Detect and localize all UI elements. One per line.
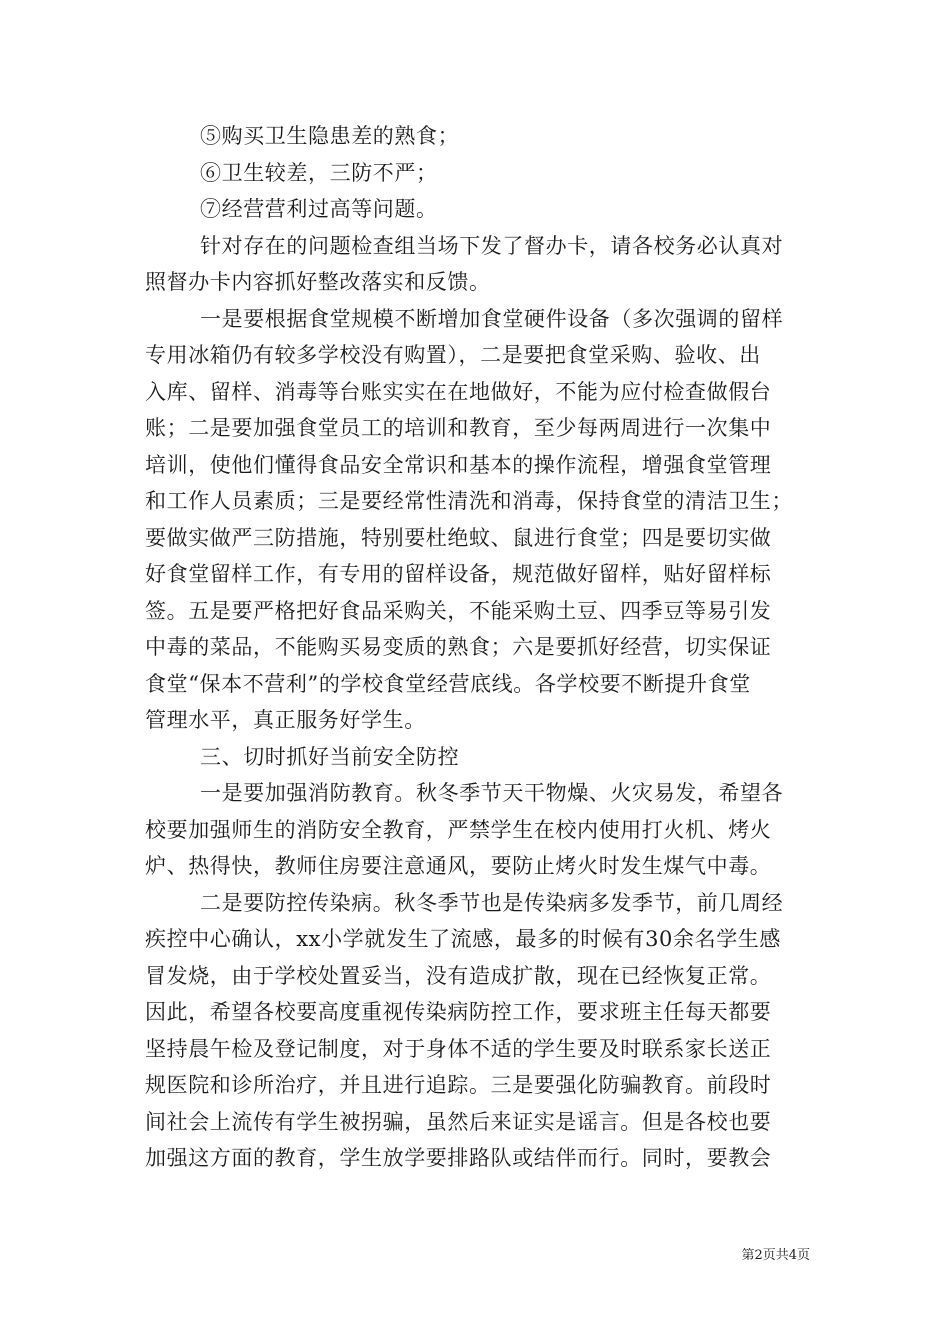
- paragraph-line: 坚持晨午检及登记制度，对于身体不适的学生要及时联系家长送正: [145, 1036, 772, 1061]
- paragraph-line: 要做实做严三防措施，特别要杜绝蚊、鼠进行食堂；四是要切实做: [145, 525, 772, 550]
- paragraph-line: 规医院和诊所治疗，并且进行追踪。三是要强化防骗教育。前段时: [145, 1073, 772, 1097]
- section-heading: 三、切时抓好当前安全防控: [200, 744, 460, 769]
- page-number: 第2页共4页: [741, 1248, 810, 1263]
- paragraph-line: 管理水平，真正服务好学生。: [145, 708, 426, 732]
- paragraph-line: 好食堂留样工作，有专用的留样设备，规范做好留样，贴好留样标: [145, 562, 772, 586]
- paragraph-line: 校要加强师生的消防安全教育，严禁学生在校内使用打火机、烤火: [145, 817, 772, 842]
- paragraph-line: 一是要根据食堂规模不断增加食堂硬件设备（多次强调的留样: [200, 306, 784, 331]
- paragraph-line: 炉、热得快，教师住房要注意通风，要防止烤火时发生煤气中毒。: [145, 854, 772, 878]
- paragraph-line: 照督办卡内容抓好整改落实和反馈。: [145, 270, 491, 294]
- paragraph-line: 疾控中心确认，xx小学就发生了流感，最多的时候有30余名学生感: [145, 927, 782, 951]
- document-body: [145, 118, 810, 1177]
- paragraph-line: 签。五是要严格把好食品采购关，不能采购土豆、四季豆等易引发: [145, 598, 772, 623]
- list-item-6: ⑥卫生较差，三防不严；: [200, 160, 438, 185]
- paragraph-line: 针对存在的问题检查组当场下发了督办卡，请各校务必认真对: [200, 233, 784, 258]
- paragraph-line: 加强这方面的教育，学生放学要排路队或结伴而行。同时，要教会: [145, 1146, 772, 1170]
- paragraph-line: 食堂“保本不营利”的学校食堂经营底线。各学校要不断提升食堂: [145, 671, 751, 696]
- list-item-5: ⑤购买卫生隐患差的熟食；: [200, 124, 460, 148]
- paragraph-line: 和工作人员素质；三是要经常性清洗和消毒，保持食堂的清洁卫生；: [145, 489, 793, 513]
- paragraph-line: 入库、留样、消毒等台账实实在在地做好，不能为应付检查做假台: [145, 379, 772, 404]
- paragraph-line: 二是要防控传染病。秋冬季节也是传染病多发季节，前几周经: [200, 890, 784, 915]
- paragraph-line: 冒发烧，由于学校处置妥当，没有造成扩散，现在已经恢复正常。: [145, 963, 772, 988]
- paragraph-line: 间社会上流传有学生被拐骗，虽然后来证实是谣言。但是各校也要: [145, 1109, 772, 1134]
- paragraph-line: 专用冰箱仍有较多学校没有购置），二是要把食堂采购、验收、出: [145, 343, 761, 367]
- list-item-7: ⑦经营营利过高等问题。: [200, 197, 438, 221]
- paragraph-line: 中毒的菜品，不能购买易变质的熟食；六是要抓好经营，切实保证: [145, 635, 772, 659]
- paragraph-line: 账；二是要加强食堂员工的培训和教育，至少每两周进行一次集中: [145, 416, 772, 440]
- paragraph-line: 一是要加强消防教育。秋冬季节天干物燥、火灾易发，希望各: [200, 781, 784, 805]
- paragraph-line: 因此，希望各校要高度重视传染病防控工作，要求班主任每天都要: [145, 1000, 772, 1024]
- paragraph-line: 培训，使他们懂得食品安全常识和基本的操作流程，增强食堂管理: [145, 452, 772, 477]
